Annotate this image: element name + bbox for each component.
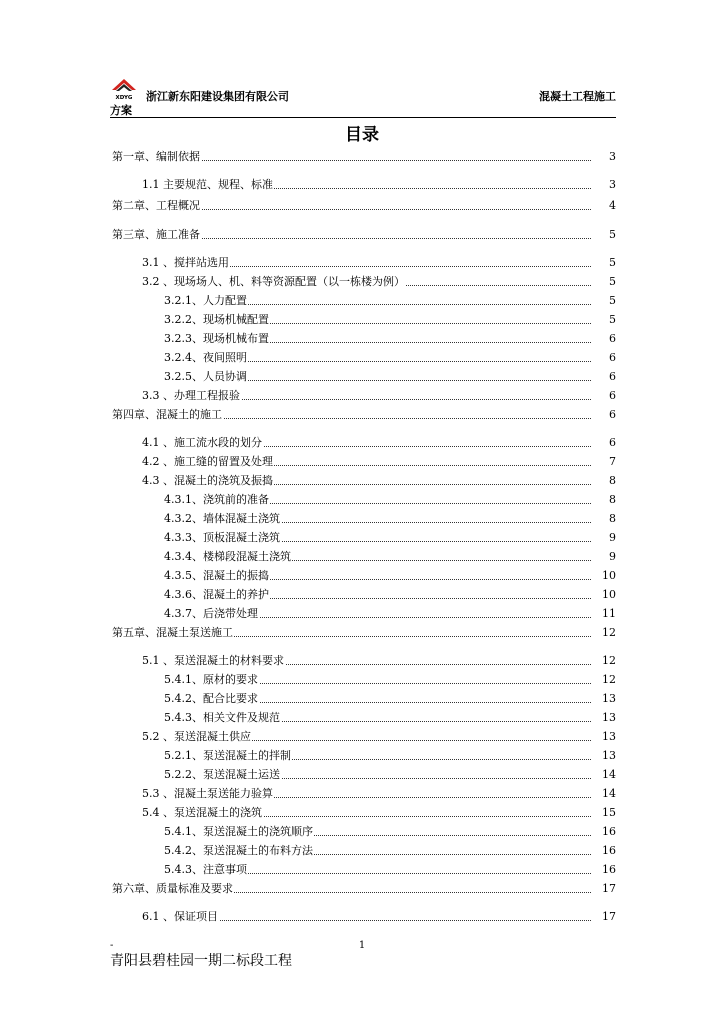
toc-entry[interactable] [0,332,724,346]
toc-entry-page: 15 [602,806,616,819]
toc-entry-label: 第四章、混凝土的施工 [112,408,222,421]
toc-entry-label: 第二章、工程概况 [112,199,200,212]
toc-entry[interactable] [0,692,724,706]
toc-entry-label: 4.2 、施工缝的留置及处理 [142,455,273,468]
toc-entry[interactable] [0,370,724,384]
toc-entry-page: 5 [609,313,616,326]
toc-entry-page: 17 [602,882,616,895]
toc-entry-page: 6 [609,436,616,449]
page-header [110,76,616,116]
toc-entry[interactable] [0,787,724,801]
toc-entry[interactable] [0,408,724,422]
toc-entry[interactable] [0,825,724,839]
toc-entry-label: 4.3.5、混凝土的振捣 [164,569,269,582]
toc-entry[interactable] [0,275,724,289]
toc-entry-page: 16 [602,863,616,876]
toc-entry-label: 3.2.3、现场机械布置 [164,332,269,345]
toc-entry[interactable] [0,512,724,526]
company-logo [110,76,138,100]
toc-entry-page: 10 [602,569,616,582]
toc-entry[interactable] [0,150,724,164]
toc-entry-label: 5.2.1、泵送混凝土的拌制 [164,749,291,762]
toc-entry[interactable] [0,531,724,545]
toc-entry-page: 8 [609,474,616,487]
toc-entry[interactable] [0,550,724,564]
toc-entry-label: 5.4.3、注意事项 [164,863,247,876]
toc-entry[interactable] [0,806,724,820]
toc-entry-page: 6 [609,389,616,402]
toc-entry-page: 6 [609,351,616,364]
toc-entry-label: 4.3.6、混凝土的养护 [164,588,269,601]
toc-entry-label: 3.1 、搅拌站选用 [142,256,229,269]
toc-entry-page: 12 [602,626,616,639]
toc-entry-page: 5 [609,228,616,241]
document-title-part2: 方案 [110,104,132,117]
toc-entry-label: 5.4.2、泵送混凝土的布料方法 [164,844,313,857]
toc-entry-label: 5.4.1、泵送混凝土的浇筑顺序 [164,825,313,838]
toc-entry-page: 17 [602,910,616,923]
toc-entry-page: 11 [602,607,616,620]
toc-entry[interactable] [0,588,724,602]
toc-entry-page: 12 [602,673,616,686]
toc-entry-label: 6.1 、保证项目 [142,910,218,923]
toc-entry-label: 3.3 、办理工程报验 [142,389,240,402]
toc-entry[interactable] [0,455,724,469]
toc-entry[interactable] [0,882,724,896]
toc-entry-page: 3 [609,150,616,163]
toc-entry-label: 第五章、混凝土泵送施工 [112,626,233,639]
toc-entry-label: 第一章、编制依据 [112,150,200,163]
toc-entry[interactable] [0,863,724,877]
toc-entry-page: 5 [609,256,616,269]
toc-entry-label: 1.1 主要规范、规程、标准 [142,178,273,191]
header-divider [110,117,616,118]
toc-entry[interactable] [0,569,724,583]
toc-entry-page: 5 [609,275,616,288]
toc-entry[interactable] [0,178,724,192]
toc-entry[interactable] [0,351,724,365]
toc-entry-page: 13 [602,711,616,724]
toc-entry-label: 4.3.3、顶板混凝土浇筑 [164,531,280,544]
logo-text: XDYG [115,95,133,100]
toc-entry-label: 4.3.4、楼梯段混凝土浇筑 [164,550,291,563]
toc-entry-page: 8 [609,512,616,525]
toc-entry-label: 3.2.2、现场机械配置 [164,313,269,326]
toc-entry[interactable] [0,749,724,763]
toc-entry[interactable] [0,389,724,403]
document-title-part1: 混凝土工程施工 [539,90,616,103]
toc-entry-page: 6 [609,332,616,345]
toc-entry[interactable] [0,294,724,308]
toc-entry[interactable] [0,626,724,640]
toc-entry-page: 5 [609,294,616,307]
company-name: 浙江新东阳建设集团有限公司 [146,90,289,103]
toc-entry-label: 3.2 、现场场人、机、料等资源配置（以一栋楼为例） [142,275,405,288]
toc-entry-page: 8 [609,493,616,506]
toc-entry[interactable] [0,730,724,744]
toc-entry-label: 3.2.1、人力配置 [164,294,247,307]
toc-entry[interactable] [0,256,724,270]
toc-entry-label: 3.2.5、人员协调 [164,370,247,383]
toc-entry-label: 3.2.4、夜间照明 [164,351,247,364]
toc-entry-label: 5.4.3、相关文件及规范 [164,711,280,724]
page-number: 1 [358,940,366,951]
toc-entry-page: 6 [609,408,616,421]
toc-entry-page: 3 [609,178,616,191]
toc-entry-label: 5.4 、泵送混凝土的浇筑 [142,806,262,819]
toc-entry-label: 5.2.2、泵送混凝土运送 [164,768,280,781]
toc-entry-page: 13 [602,692,616,705]
toc-entry[interactable] [0,313,724,327]
toc-entry-page: 14 [602,768,616,781]
toc-entry-page: 16 [602,844,616,857]
toc-entry-label: 5.3 、混凝土泵送能力验算 [142,787,273,800]
toc-entry[interactable] [0,711,724,725]
toc-entry-page: 4 [609,199,616,212]
toc-entry-label: 5.2 、泵送混凝土供应 [142,730,251,743]
toc-entry-page: 7 [609,455,616,468]
toc-entry-page: 12 [602,654,616,667]
toc-entry-page: 6 [609,370,616,383]
toc-entry[interactable] [0,910,724,924]
toc-entry-page: 13 [602,730,616,743]
toc-title: 目录 [345,125,379,145]
toc-entry[interactable] [0,493,724,507]
toc-entry-label: 4.3.7、后浇带处理 [164,607,258,620]
toc-entry-page: 14 [602,787,616,800]
toc-entry[interactable] [0,228,724,242]
toc-entry[interactable] [0,673,724,687]
toc-entry-page: 10 [602,588,616,601]
toc-entry-page: 9 [609,550,616,563]
toc-entry[interactable] [0,607,724,621]
toc-entry-page: 13 [602,749,616,762]
footer-project-name: 青阳县碧桂园一期二标段工程 [110,953,292,969]
toc-entry-page: 16 [602,825,616,838]
toc-entry[interactable] [0,844,724,858]
toc-entry-label: 4.3.2、墙体混凝土浇筑 [164,512,280,525]
toc-entry-label: 5.1 、泵送混凝土的材料要求 [142,654,284,667]
toc-entry-label: 4.1 、施工流水段的划分 [142,436,262,449]
toc-entry-label: 第三章、施工准备 [112,228,200,241]
toc-entry[interactable] [0,436,724,450]
footer-dash: - [110,940,114,951]
toc-entry-label: 4.3 、混凝土的浇筑及振捣 [142,474,273,487]
toc-entry-label: 5.4.2、配合比要求 [164,692,258,705]
toc-entry-label: 第六章、质量标准及要求 [112,882,233,895]
toc-entry[interactable] [0,768,724,782]
toc-entry[interactable] [0,654,724,668]
toc-entry-label: 5.4.1、原材的要求 [164,673,258,686]
toc-entry[interactable] [0,474,724,488]
toc-entry[interactable] [0,199,724,213]
toc-entry-label: 4.3.1、浇筑前的准备 [164,493,269,506]
toc-entry-page: 9 [609,531,616,544]
